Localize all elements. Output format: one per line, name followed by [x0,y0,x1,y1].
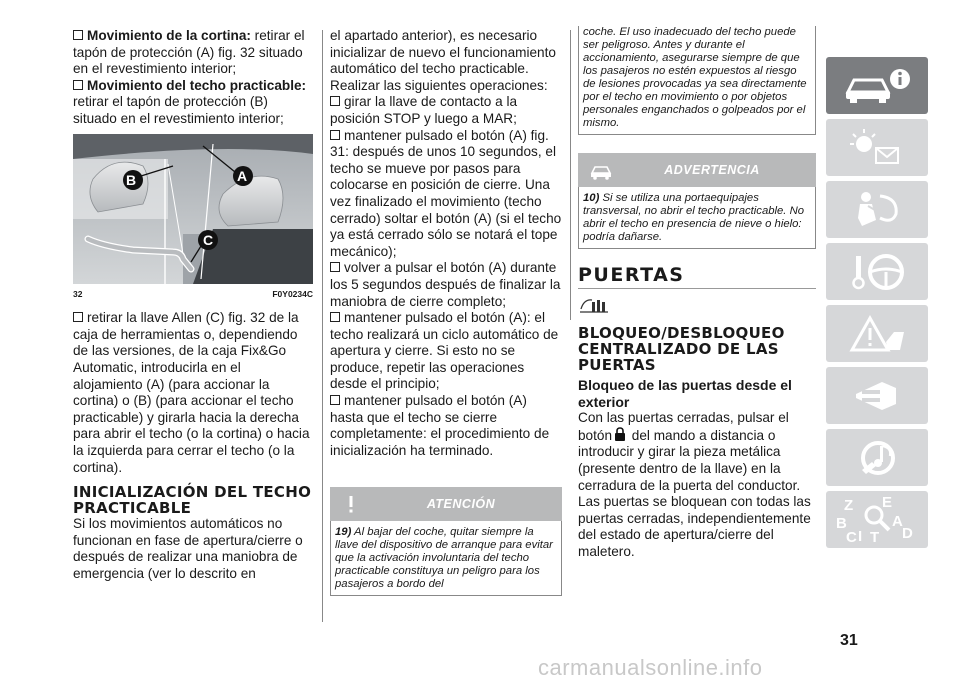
index-letter: B [836,515,847,532]
figure-32 [73,134,313,284]
list-item [330,260,562,310]
bullet-text: retirar el tapón de protección (A) fig. 32 situado en el revestimiento interior; [73,28,305,77]
attention-text: Al bajar del coche, quitar siempre la llave del dispositivo de arranque para evitar que la activación involuntaria del techo practicable constituya un peligro para los pasajeros a bordo del [335,526,553,591]
column-3 [578,28,816,561]
page-number: 31 [840,632,858,649]
list-item [330,94,562,127]
index-letter: E [882,494,893,511]
section-title-initialization: INICIALIZACIÓN DEL TECHO PRACTICABLE [73,483,312,518]
door-lock-icon [578,293,610,315]
roof-interior-illustration [73,134,313,284]
list-item-text: mantener pulsado el botón (A) fig. 31: después de unos 10 segundos, el techo se mueve por pasos para colocarse en posición de cierre. Una vez finalizado el movimiento (techo cerrado) soltar el botón (A) (si el techo ya está cerrado sólo se notará el tope mecánico); [330,127,562,259]
locking-body [578,410,816,560]
bullet-bold-label: Movimiento del techo practicable: [73,78,306,93]
index-letter: A [892,513,903,530]
bullet-text: retirar la llave Allen (C) fig. 32 de la caja de herramientas o, dependiendo de las versiones, de la caja Fix&Go Automatic, introducirla en el alojamiento (A) (para accionar la cortina) o (B) (para accionar el techo practicable) y girarla hacia la derecha para abrir el techo (o la cortina) o hacia la izquierda para cerrar el techo (o la cortina). [73,310,310,475]
figure-caption [73,286,313,303]
attention-body [330,521,562,596]
list-item-text: mantener pulsado el botón (A): el techo realizará un ciclo automático de apertura y cierre. Si esto no se produce, repetir las operaciones desde el principio; [330,310,559,392]
watermark: carmanualsonline.info [538,655,763,680]
list-item [330,128,562,261]
list-item [330,393,562,459]
intro-text-2: Realizar las siguientes operaciones: [330,77,548,93]
list-item-text: volver a pulsar el botón (A) durante los 5 segundos después de finalizar la maniobra de cierre completo; [330,260,561,309]
section-title-central-locking: BLOQUEO/DESBLOQUEO CENTRALIZADO DE LAS PUERTAS [578,324,785,375]
warning-emergency-icon [842,312,912,356]
tab-dashboard[interactable] [826,119,928,176]
intro-text: el apartado anterior), es necesario inicializar de nuevo el funcionamiento automático del techo practicable. [330,28,556,77]
warning-body [578,187,816,249]
warning-number: 10) [583,192,600,204]
list-item [330,310,562,393]
attention-number: 19) [335,526,352,539]
car-info-icon [842,66,912,106]
maintenance-tools-icon [842,374,912,418]
attention-header [330,487,562,521]
list-item-text: girar la llave de contacto a la posición STOP y luego a MAR; [330,94,518,126]
index-letter: D [902,525,913,542]
airbag-safety-icon [842,188,912,232]
section-text: Si los movimientos automáticos no funcionan en fase de apertura/cierre o después de realizar una maniobra de emergencia (ver lo descrito en [73,516,303,581]
bullet-roof-movement [73,78,313,128]
music-media-icon [842,436,912,480]
list-item-text: mantener pulsado el botón (A) hasta que el techo se cierre completamente: el procedimiento de inicialización ha terminado. [330,393,550,458]
steering-wheel-key-icon [842,250,912,294]
column-separator [322,30,323,622]
bullet-curtain-movement [73,28,313,78]
body-text: del mando a distancia o introducir y girar la pieza metálica (presente dentro de la llave) en la cerradura de la puerta del conductor. Las puertas se bloquean con todas las puertas cerradas, independientemente del estado de apertura/cierre del maletero. [578,427,811,559]
column-1 [73,28,313,582]
figure-number: 32 [73,288,83,299]
chapter-title: PUERTAS [578,264,685,286]
index-letter: C [846,529,857,546]
magnifier-icon [862,503,892,533]
tab-safety[interactable] [826,181,928,238]
tab-starting-driving[interactable] [826,243,928,300]
figure-label-a: A [237,167,248,184]
column-2 [330,28,562,596]
title-rule [578,288,816,289]
bullet-text: retirar el tapón de protección (B) situado en el revestimiento interior; [73,94,284,126]
index-letter: Z [844,497,854,514]
figure-label-c: C [203,231,214,248]
subsection-title: Bloqueo de las puertas desde el exterior [578,377,792,410]
warning-text: Si se utiliza una portaequipajes transversal, no abrir el techo practicable. No abrir el techo en presencia de nieve o hielo: podría dañarse. [583,192,805,243]
tab-emergency[interactable] [826,305,928,362]
tab-maintenance[interactable] [826,367,928,424]
column-separator [570,30,571,320]
warning-header [578,153,816,187]
attention-title: ATENCIÓN [426,497,496,512]
index-letter: I [858,528,863,545]
warning-title: ADVERTENCIA [664,163,760,177]
index-letter: T [870,529,880,546]
bullet-bold-label: Movimiento de la cortina: [73,28,251,43]
dashboard-lights-icon [842,126,912,170]
attention-continued: coche. El uso inadecuado del techo puede ser peligroso. Antes y durante el accionamiento, asegurarse siempre de que los pasajeros no estén expuestos al riesgo de lesiones provocadas ya sea directamente por el techo en movimiento o por objetos personales enganchados o golpeados por el mismo. [578,26,816,135]
lock-icon [614,427,626,442]
body-text: Con las puertas cerradas, pulsar el botón [578,410,789,443]
tab-index[interactable] [826,491,928,548]
bullet-allen-key [73,310,313,476]
figure-code: F0Y0234C [272,288,313,299]
chapter-tabs [826,57,928,553]
figure-label-b: B [126,171,137,188]
tab-multimedia[interactable] [826,429,928,486]
tab-car-info[interactable] [826,57,928,114]
